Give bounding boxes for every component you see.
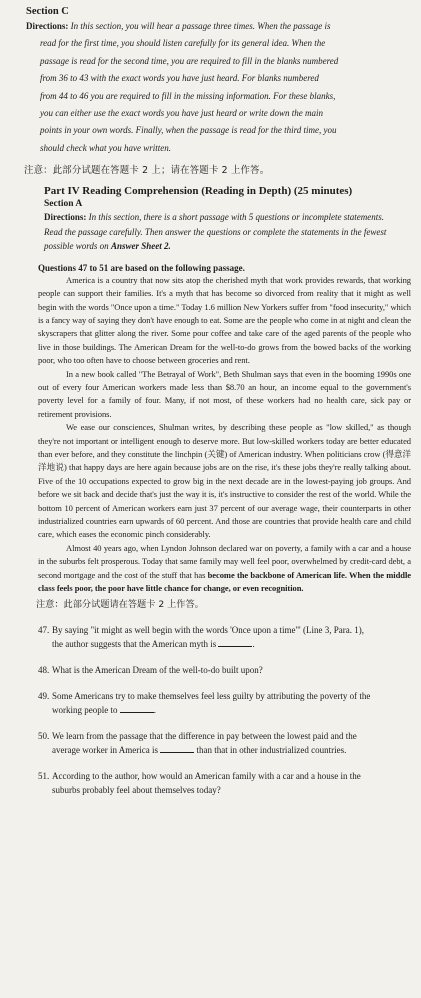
part-iv-directions [44,210,403,254]
directions-line: points in your own words. Finally, when the passage is read for the third time, you [40,125,337,136]
section-c-title: Section C [26,6,69,17]
question-text-cont [52,703,409,717]
answer-sheet-note-2: 注意：此部分试题请在答题卡 2 上作答。 [36,598,204,610]
question-number: 47. [38,624,50,635]
question-text: What is the American Dream of the well-to-do built upon? [52,664,263,675]
question-50 [38,729,409,757]
answer-sheet-note: 注意：此部分试题在答题卡 2 上；请在答题卡 2 上作答。 [24,165,270,177]
question-47 [38,623,409,651]
question-text-2: average worker in America is [52,744,158,755]
paragraph-4 [38,542,411,596]
paragraph-3: We ease our consciences, Shulman writes, by describing these people as "low skilled," as though they're not important or intelligent enough to deserve more. But low-skilled workers today are better educated than ever before, and they constitute the linchpin (关键) of American industry. When politicians crow (得意洋洋地说) that happy days are here again because jobs are on the rise, it's these jobs they're really talking about. Five of the 10 occupations expected to grow big in the next decade are in the lowest-paying job groups. And before we sit back and decide that's just the way it is, it's instructive to consider the rest of the world. While the bottom 10 percent of American workers earn just 37 percent of our average wage, their counterparts in other industrialized countries earn upwards of 60 percent. And those are countries that provide health care and child care, which eases the economic pinch considerably. [38,422,411,540]
question-text-2: suburbs probably feel about themselves today? [52,784,221,795]
question-number: 50. [38,730,50,741]
answer-blank[interactable] [160,744,194,753]
question-number: 49. [38,690,50,701]
directions-line: from 36 to 43 with the exact words you have just heard. For blanks numbered [40,73,319,84]
section-a-title: Section A [44,199,83,210]
question-51 [38,769,409,797]
directions-line: you can either use the exact words you have just heard or write down the main [40,108,324,119]
questions-intro: Questions 47 to 51 are based on the following passage. [38,262,245,273]
directions-label: Directions: [26,21,69,31]
directions-line: passage is read for the second time, you are required to fill in the blanks numbered [40,55,339,66]
question-text-cont [52,783,409,797]
section-c-directions [26,18,413,157]
question-text: By saying "it might as well begin with the words 'Once upon a time'" (Line 3, Para. 1), [52,624,365,635]
paragraph-2: In a new book called "The Betrayal of Work", Beth Shulman says that even in the booming 1990s one out of every four American workers made less than $8.70 an hour, an income equal to the government's poverty level for a family of four. Many, if not most, of these workers had no health care, sick pay or retirement provisions. [38,368,411,419]
question-text-cont [52,743,409,757]
paragraph-4-text: Almost 40 years ago, when Lyndon Johnson declared war on poverty, a family with a car and a house in the suburbs felt prosperous. Today that same family may well feel poor, overwhelmed by credit-card debt, a second mortgage and the cost of the stuff that has [38,542,411,580]
directions-text: In this section, there is a short passage with 5 questions or incomplete statements. Read the passage carefully. Then answer the questions or complete the statements in the fewest possible words on [44,212,387,252]
question-tail: than that in other industrialized countries. [194,744,347,755]
question-48 [38,663,409,677]
directions-label: Directions: [44,212,87,223]
question-text: According to the author, how would an American family with a car and a house in the [52,770,361,781]
answer-blank[interactable] [120,704,154,713]
directions-line: read for the first time, you should listen carefully for its general idea. When the [40,38,326,49]
reading-passage [38,274,411,596]
question-text-2: working people to [52,704,118,715]
part-iv-title: Part IV Reading Comprehension (Reading in Depth) (25 minutes) [44,185,353,198]
answer-sheet-ref: Answer Sheet 2. [110,241,171,252]
question-text: We learn from the passage that the difference in pay between the lowest paid and the [52,730,357,741]
directions-text: In this section, you will hear a passage three times. When the passage is [70,21,331,31]
question-number: 51. [38,770,50,781]
question-tail: . [153,704,156,715]
question-text-cont [52,637,409,651]
paragraph-1: America is a country that now sits atop the cherished myth that work provides rewards, that working people can support their families. It's a myth that has become so divorced from reality that it might as well begin with the words "Once upon a time." Today 1.6 million New Yorkers suffer from "food insecurity," which is a fancy way of saying they don't have enough to eat. Some are the people who come in at night and clean the skyscrapers that glitter along the river. Some pour coffee and take care of the aged parents of the people who live in those buildings. The American Dream for the well-to-do grows from the bowed backs of the working poor, who too often have to choose between groceries and rent. [38,274,411,366]
question-49 [38,689,409,717]
question-tail: . [252,638,255,649]
answer-blank[interactable] [218,638,255,649]
directions-line: should check what you have written. [40,142,171,153]
question-text-2: the author suggests that the American myth is [52,638,217,649]
directions-first-line [26,18,413,35]
directions-line: from 44 to 46 you are required to fill in the missing information. For these blanks, [40,90,336,101]
question-list [38,623,409,797]
question-number: 48. [38,664,50,675]
question-text: Some Americans try to make themselves feel less guilty by attributing the poverty of the [52,690,371,701]
paragraph-4-bold-text: become the backbone of American life. When the middle class feels poor, the poor have little chance for change, or even recognition. [38,569,411,594]
